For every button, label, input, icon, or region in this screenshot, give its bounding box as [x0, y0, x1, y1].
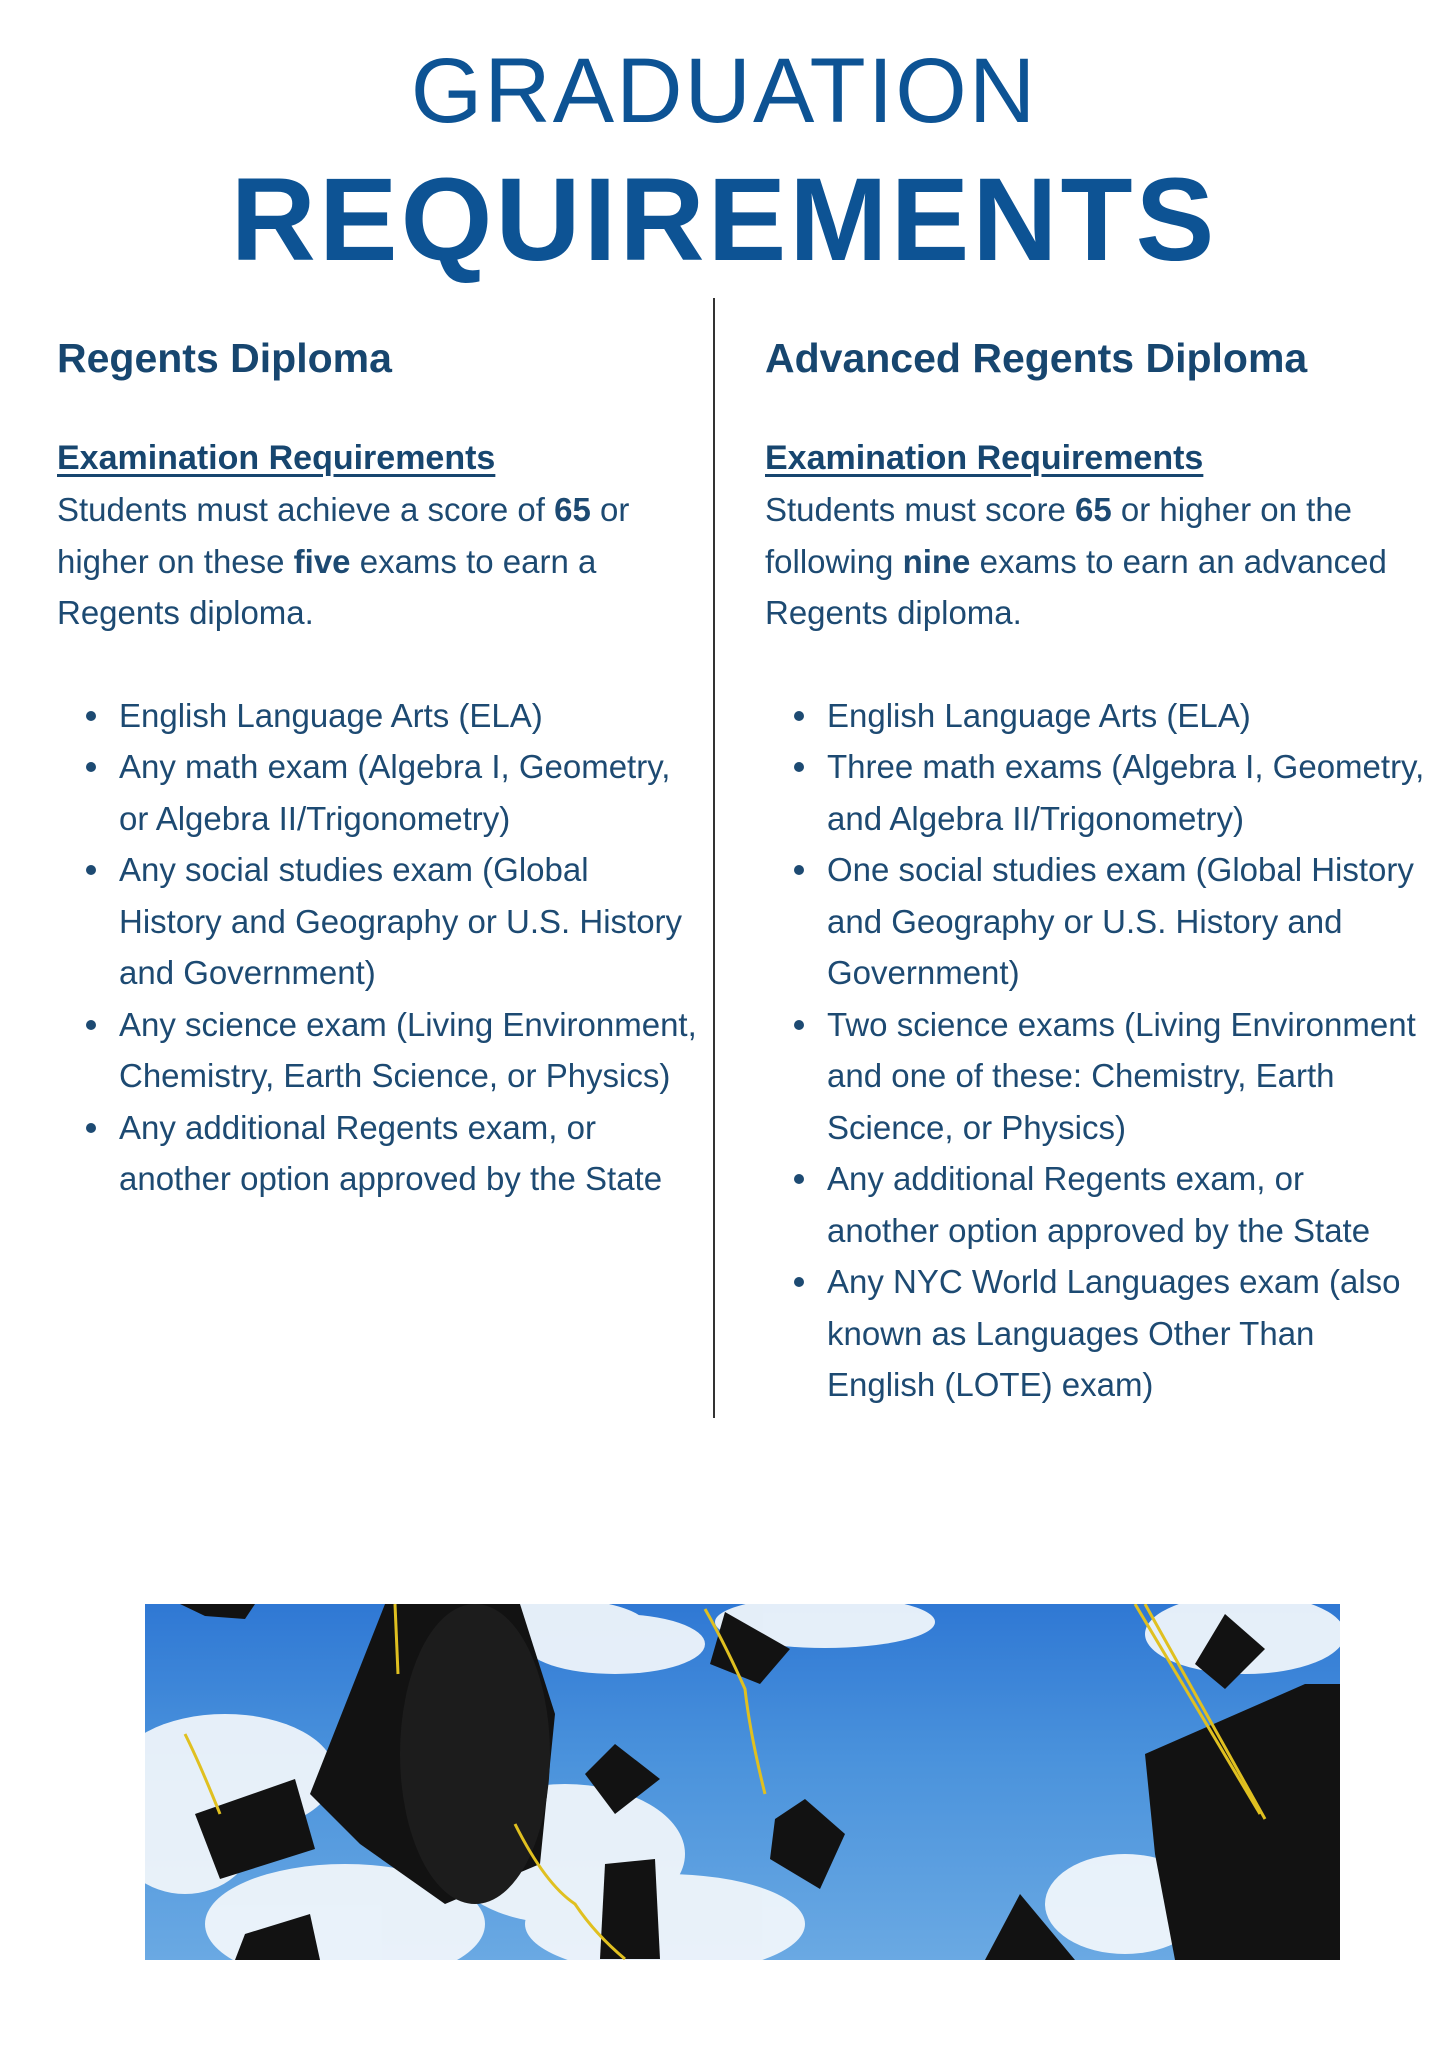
bullet-icon [86, 711, 96, 721]
bullet-icon [794, 1020, 804, 1030]
score-value: 65 [1074, 491, 1112, 528]
graduation-caps-photo [145, 1604, 1340, 1960]
bullet-icon [86, 1020, 96, 1030]
list-item [119, 999, 697, 1102]
intro-text: exams to earn an advanced Regents diploma. [765, 542, 1387, 631]
list-item-text: Any additional Regents exam, or another option approved by the State [119, 1108, 663, 1197]
column-divider [713, 298, 715, 1418]
regents-diploma-column [57, 328, 697, 1205]
regents-intro [57, 484, 697, 639]
list-item [827, 690, 1425, 742]
intro-text: Students must achieve a score of [57, 491, 555, 528]
list-item-text: Any science exam (Living Environment, Chemistry, Earth Science, or Physics) [119, 1005, 697, 1094]
list-item-text: Any additional Regents exam, or another option approved by the State [827, 1160, 1371, 1249]
advanced-exam-list [765, 690, 1425, 1411]
bullet-icon [794, 711, 804, 721]
list-item-text: Any math exam (Algebra I, Geometry, or Algebra II/Trigonometry) [119, 748, 671, 837]
list-item [119, 1102, 697, 1205]
list-item [827, 844, 1425, 999]
intro-text: or higher on the following [765, 491, 1353, 580]
list-item-text: English Language Arts (ELA) [827, 696, 1251, 734]
bullet-icon [794, 1174, 804, 1184]
regents-diploma-heading: Regents Diploma [57, 335, 392, 381]
list-item [827, 1153, 1425, 1256]
regents-exam-list [57, 690, 697, 1205]
exam-count: nine [902, 542, 971, 580]
exam-count: five [293, 542, 351, 580]
bullet-icon [794, 865, 804, 875]
intro-text: Students must score [765, 491, 1075, 528]
advanced-intro [765, 484, 1425, 639]
advanced-regents-diploma-column [765, 328, 1425, 1411]
list-item-text: Any social studies exam (Global History and Geography or U.S. History and Government) [119, 851, 683, 991]
bullet-icon [86, 865, 96, 875]
list-item [119, 690, 697, 742]
bullet-icon [86, 762, 96, 772]
list-item-text: Three math exams (Algebra I, Geometry, and Algebra II/Trigonometry) [827, 748, 1425, 837]
graduation-caps-illustration [145, 1604, 1340, 1960]
advanced-regents-diploma-heading: Advanced Regents Diploma [765, 335, 1308, 381]
title-graduation: GRADUATION [410, 40, 1038, 142]
bullet-icon [794, 762, 804, 772]
list-item [827, 999, 1425, 1154]
list-item-text: One social studies exam (Global History and Geography or U.S. History and Government) [827, 851, 1414, 991]
bullet-icon [86, 1123, 96, 1133]
list-item [827, 741, 1425, 844]
list-item-text: English Language Arts (ELA) [119, 696, 543, 734]
list-item [827, 1256, 1425, 1411]
list-item-text: Two science exams (Living Environment and one of these: Chemistry, Earth Science, or Physics) [827, 1005, 1416, 1146]
title-requirements: REQUIREMENTS [230, 154, 1218, 286]
advanced-exam-requirements-heading: Examination Requirements [765, 439, 1204, 477]
list-item [119, 741, 697, 844]
score-value: 65 [554, 491, 591, 528]
bullet-icon [794, 1277, 804, 1287]
list-item [119, 844, 697, 999]
list-item-text: Any NYC World Languages exam (also known as Languages Other Than English (LOTE) exam) [827, 1263, 1401, 1403]
regents-exam-requirements-heading: Examination Requirements [57, 439, 496, 477]
intro-text: or higher on these [57, 491, 630, 580]
intro-text: exams to earn a Regents diploma. [57, 542, 597, 631]
